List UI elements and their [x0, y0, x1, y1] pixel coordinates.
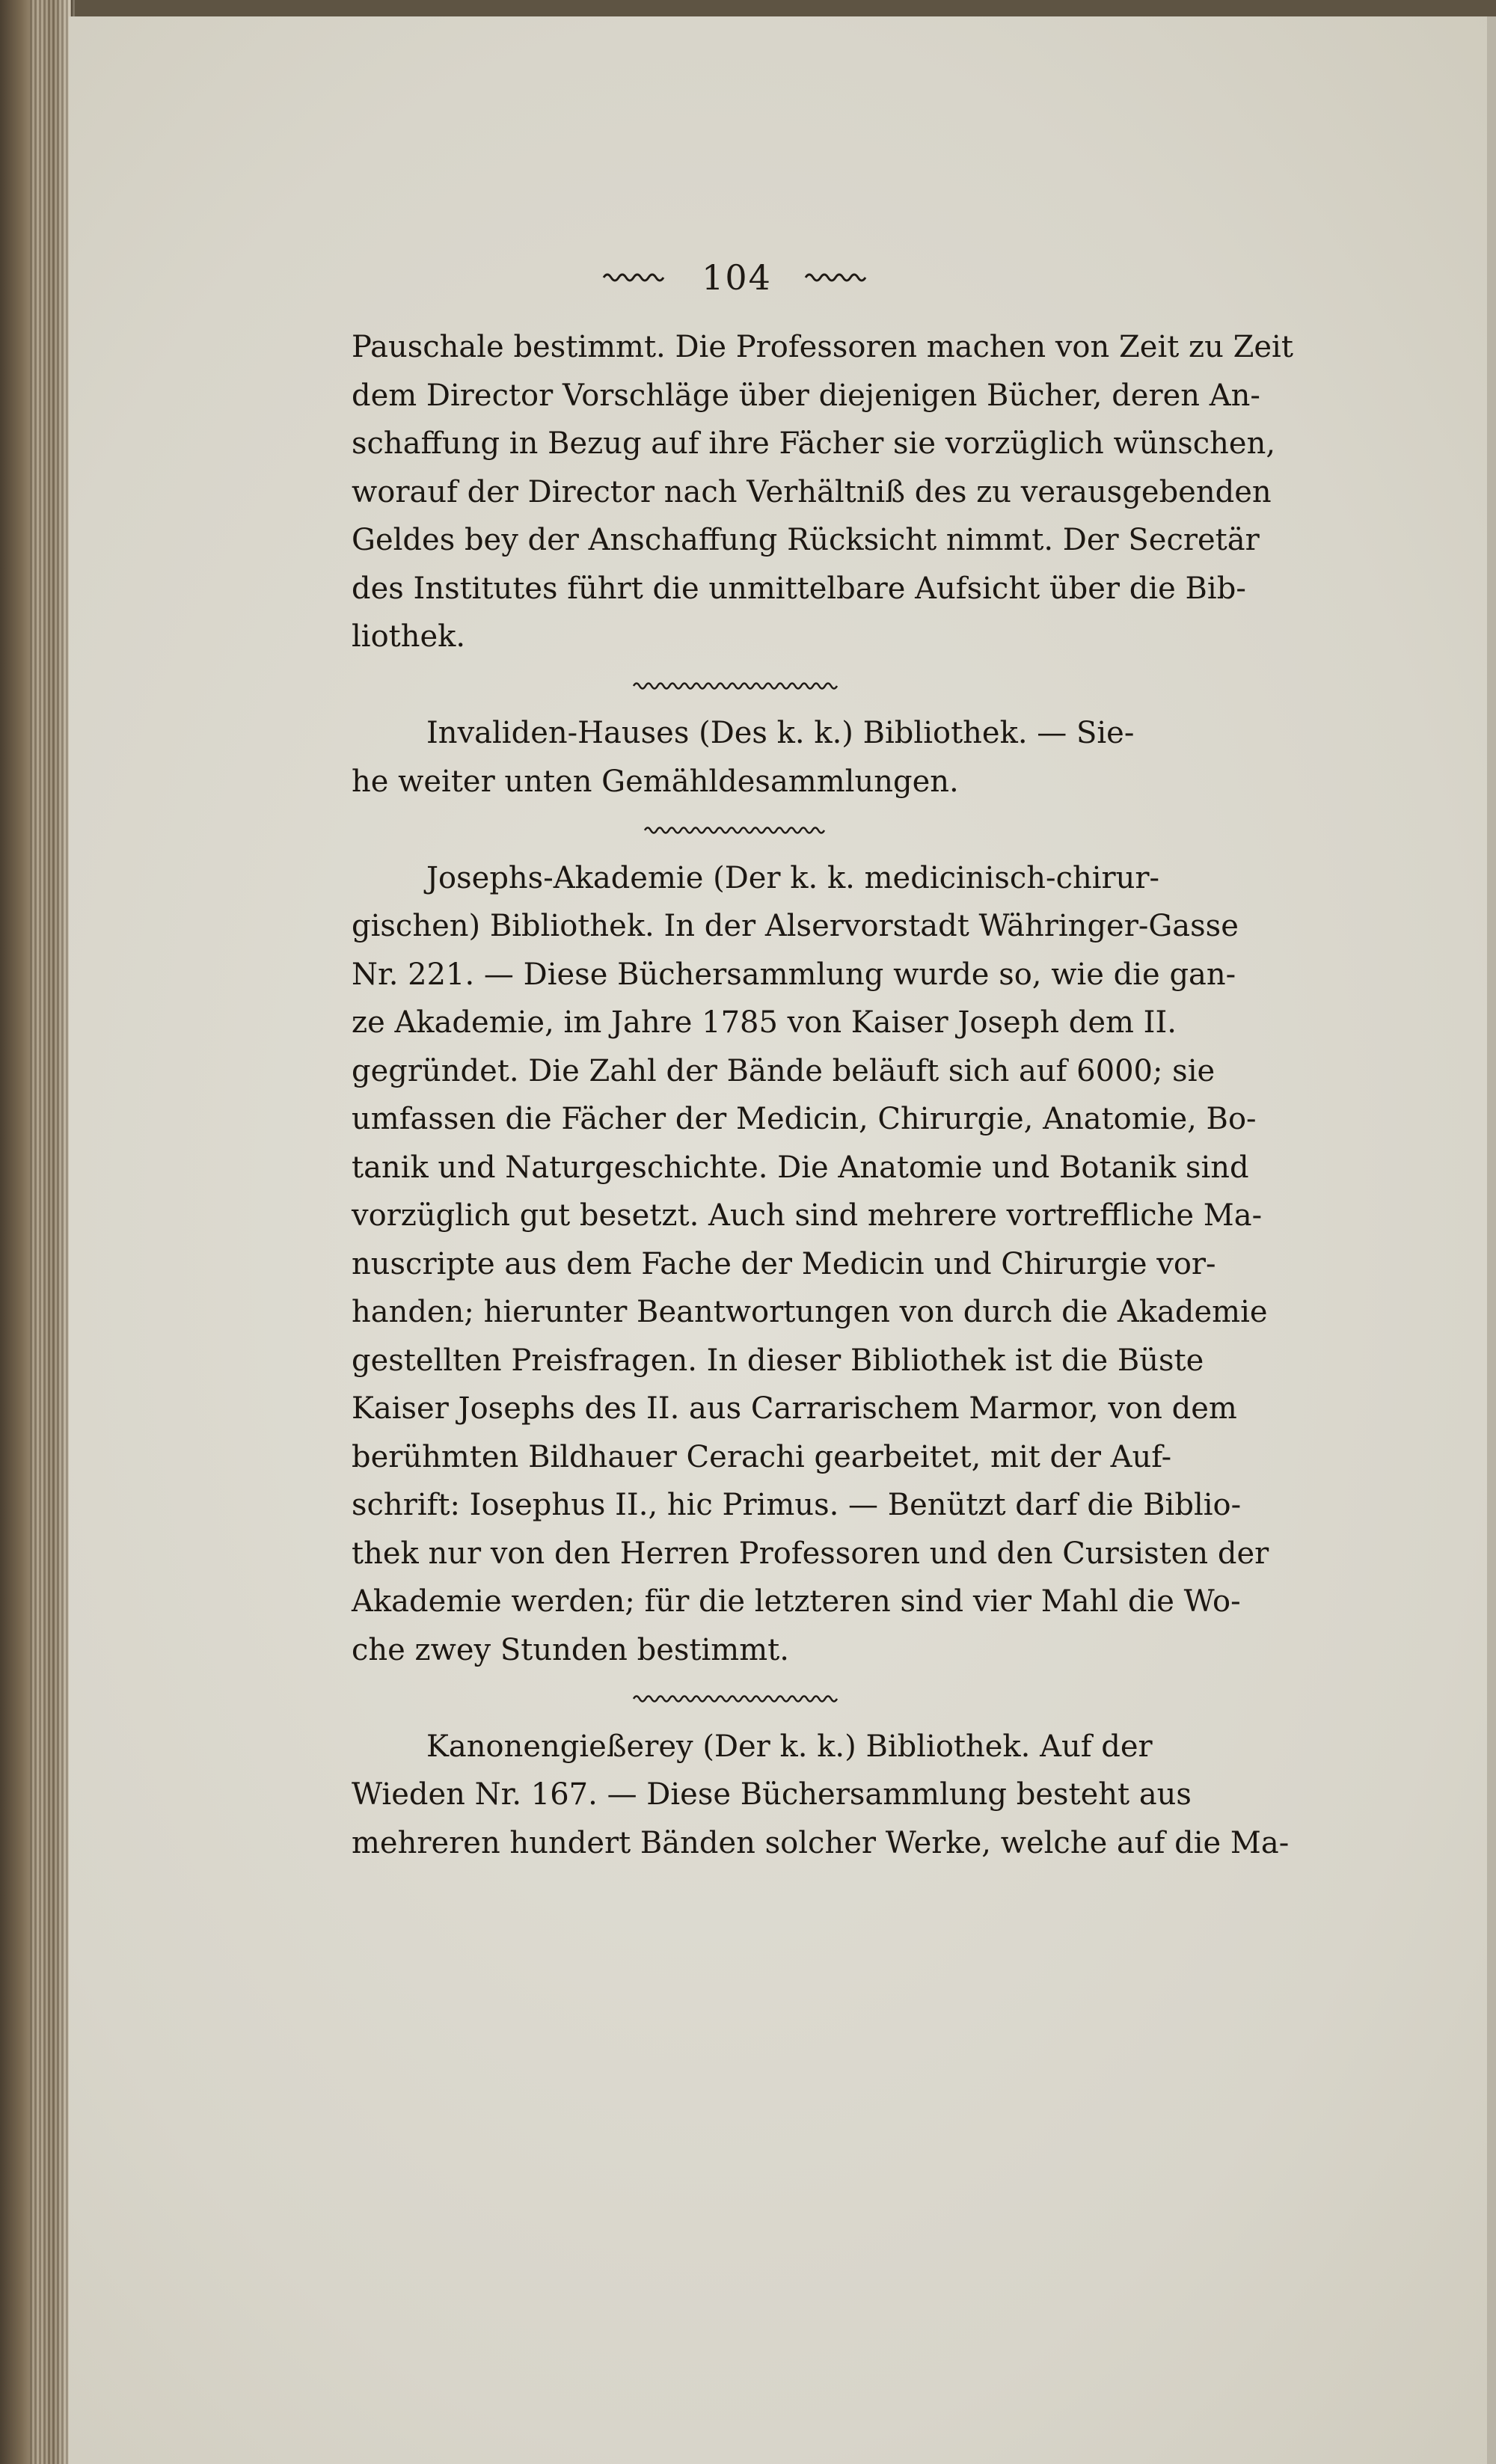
section-divider [352, 661, 1122, 710]
page-body [352, 323, 1293, 1867]
text-line: Geldes bey der Anschaffung Rücksicht nimmt. Der Secretär [352, 523, 1260, 557]
text-line: nuscripte aus dem Fache der Medicin und Chirurgie vor- [352, 1246, 1216, 1281]
text-line: Nr. 221. — Diese Büchersammlung wurde so, wie die gan- [352, 957, 1236, 992]
text-line: gegründet. Die Zahl der Bände beläuft sich auf 6000; sie [352, 1053, 1216, 1088]
text-line: Pauschale bestimmt. Die Professoren machen von Zeit zu Zeit [352, 330, 1293, 364]
page-edge [1487, 16, 1496, 2464]
text-line: Wieden Nr. 167. — Diese Büchersammlung besteht aus [352, 1777, 1192, 1812]
entry-heading-line: Kanonengießerey (Der k. k.) Bibliothek. Auf der [426, 1729, 1153, 1764]
text-line: che zwey Stunden bestimmt. [352, 1632, 789, 1667]
text-line: vorzüglich gut besetzt. Auch sind mehrere vortreffliche Ma- [352, 1198, 1263, 1233]
text-line: gischen) Bibliothek. In der Alservorstadt Währinger-Gasse [352, 909, 1239, 943]
text-line: dem Director Vorschläge über diejenigen Bücher, deren An- [352, 378, 1260, 413]
text-line: tanik und Naturgeschichte. Die Anatomie und Botanik sind [352, 1150, 1249, 1185]
text-line: ze Akademie, im Jahre 1785 von Kaiser Joseph dem II. [352, 1005, 1177, 1040]
text-line: Kaiser Josephs des II. aus Carrarischem Marmor, von dem [352, 1391, 1237, 1426]
text-line: thek nur von den Herren Professoren und den Cursisten der [352, 1536, 1269, 1571]
page-stack-edge [30, 0, 75, 2464]
text-line: he weiter unten Gemähldesammlungen. [352, 764, 959, 799]
entry-heading-line: Invaliden-Hauses (Des k. k.) Bibliothek. — Sie- [426, 716, 1135, 750]
section-divider [352, 806, 1122, 854]
text-line: worauf der Director nach Verhältniß des zu verausgebenden [352, 474, 1272, 509]
header-ornament-left [602, 270, 669, 285]
text-line: Akademie werden; für die letzteren sind vier Mahl die Wo- [352, 1584, 1241, 1619]
text-line: mehreren hundert Bänden solcher Werke, welche auf die Ma- [352, 1825, 1290, 1860]
text-line: berühmten Bildhauer Cerachi gearbeitet, mit der Auf- [352, 1439, 1172, 1474]
text-line: umfassen die Fächer der Medicin, Chirurgie, Anatomie, Bo- [352, 1102, 1257, 1136]
page-header [352, 254, 1122, 314]
section-divider [352, 1674, 1122, 1723]
text-line: des Institutes führt die unmittelbare Aufsicht über die Bib- [352, 571, 1246, 606]
header-ornament-right [804, 270, 871, 285]
text-line: gestellten Preisfragen. In dieser Bibliothek ist die Büste [352, 1343, 1204, 1378]
text-line: liothek. [352, 619, 466, 654]
page-number: 104 [702, 257, 772, 298]
text-line: handen; hierunter Beantwortungen von durch die Akademie [352, 1295, 1268, 1329]
text-line: schaffung in Bezug auf ihre Fächer sie vorzüglich wünschen, [352, 426, 1276, 461]
entry-heading-line: Josephs-Akademie (Der k. k. medicinisch-chirur- [426, 860, 1160, 895]
text-line: schrift: Iosephus II., hic Primus. — Benützt darf die Biblio- [352, 1488, 1242, 1522]
